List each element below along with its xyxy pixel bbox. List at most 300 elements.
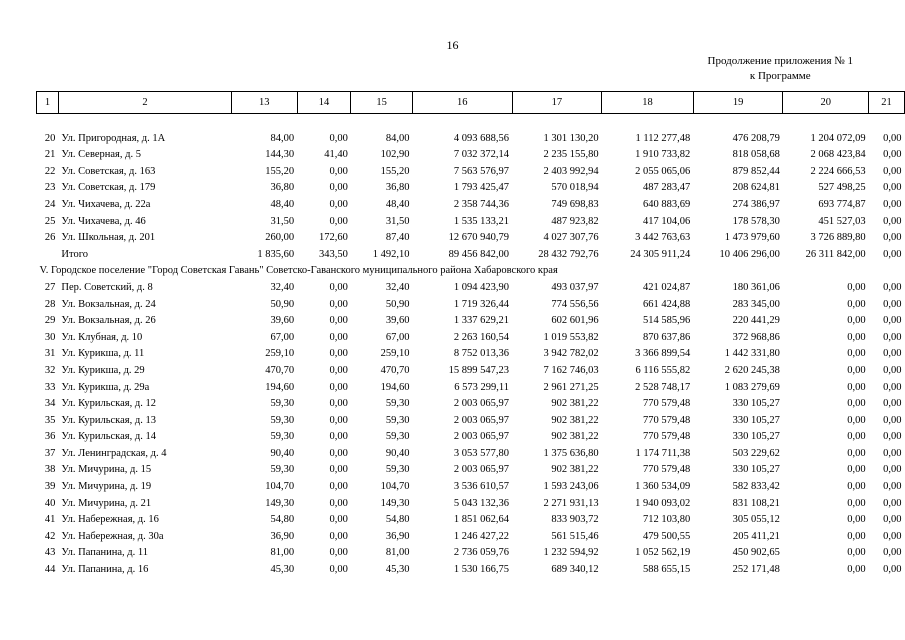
value-cell: 54,80 [270,514,295,526]
table-row [37,330,905,347]
col-header: 15 [351,92,413,114]
value-cell: 0,00 [883,481,902,493]
value-cell: 2 736 059,76 [453,547,509,559]
table-row [37,396,905,413]
value-cell: 1 910 733,82 [635,149,691,161]
value-cell: 0,00 [883,315,902,327]
value-cell: 0,00 [847,431,866,443]
table-row [37,180,905,197]
value-cell: 24 305 911,24 [630,248,691,260]
table-row [37,429,905,446]
value-cell: 54,80 [385,514,410,526]
value-cell: 39,60 [385,315,410,327]
col-header: 13 [231,92,297,114]
row-number: 25 [44,215,56,227]
value-cell: 90,40 [385,447,410,459]
value-cell: 0,00 [883,447,902,459]
value-cell: 0,00 [883,215,902,227]
table-row [37,380,905,397]
row-number: 20 [44,132,56,144]
value-cell: 0,00 [883,381,902,393]
table-row [37,512,905,529]
table-row [37,446,905,463]
value-cell: 144,30 [265,149,295,161]
value-cell: 45,30 [270,564,295,576]
value-cell: 0,00 [883,497,902,509]
value-cell: 0,00 [329,381,348,393]
value-cell: 2 003 065,97 [453,464,509,476]
value-cell: 104,70 [380,481,410,493]
value-cell: 527 498,25 [818,182,866,194]
value-cell: 0,00 [847,447,866,459]
value-cell: 48,40 [270,198,295,210]
value-cell: 503 229,62 [732,447,780,459]
row-number: 29 [44,315,56,327]
section-title: V. Городское поселение "Город Советская Гавань" Советско-Гаванского муниципального района Хабаровского края [39,265,558,277]
row-number: 24 [44,198,56,210]
row-number: 23 [44,182,56,194]
value-cell: 0,00 [329,364,348,376]
value-cell: 67,00 [270,331,295,343]
table-row [37,413,905,430]
value-cell: 45,30 [385,564,410,576]
value-cell: 0,00 [883,132,902,144]
value-cell: 81,00 [270,547,295,559]
value-cell: 0,00 [883,564,902,576]
col-header: 17 [512,92,602,114]
row-number: 30 [44,331,56,343]
value-cell: 1 232 594,92 [543,547,599,559]
value-cell: 178 578,30 [732,215,780,227]
address-cell: Ул. Курильская, д. 14 [61,431,156,443]
value-cell: 661 424,88 [643,298,691,310]
value-cell: 31,50 [270,215,295,227]
value-cell: 0,00 [329,398,348,410]
table-row [37,363,905,380]
value-cell: 259,10 [380,348,410,360]
row-number: 31 [44,348,56,360]
value-cell: 0,00 [329,481,348,493]
row-number: 27 [44,281,56,293]
value-cell: 2 068 423,84 [810,149,866,161]
value-cell: 1 530 166,75 [453,564,509,576]
value-cell: 1 375 636,80 [543,447,599,459]
total-row [37,247,905,264]
value-cell: 0,00 [329,514,348,526]
value-cell: 0,00 [329,530,348,542]
value-cell: 343,50 [318,248,348,260]
value-cell: 470,70 [265,364,295,376]
value-cell: 1 492,10 [372,248,410,260]
row-number: 22 [44,165,56,177]
value-cell: 0,00 [883,547,902,559]
row-number: 32 [44,364,56,376]
value-cell: 774 556,56 [551,298,599,310]
value-cell: 561 515,46 [551,530,599,542]
value-cell: 259,10 [265,348,295,360]
value-cell: 48,40 [385,198,410,210]
value-cell: 0,00 [847,315,866,327]
value-cell: 0,00 [883,281,902,293]
value-cell: 0,00 [329,431,348,443]
value-cell: 2 003 065,97 [453,398,509,410]
value-cell: 3 942 782,02 [543,348,599,360]
value-cell: 149,30 [380,497,410,509]
value-cell: 1 301 130,20 [543,132,599,144]
row-number: 28 [44,298,56,310]
value-cell: 770 579,48 [643,464,691,476]
value-cell: 155,20 [380,165,410,177]
table-row [37,280,905,297]
col-header: 2 [58,92,231,114]
section-row [37,263,905,280]
value-cell: 260,00 [265,232,295,244]
value-cell: 0,00 [329,215,348,227]
value-cell: 7 162 746,03 [543,364,599,376]
value-cell: 870 637,86 [643,331,691,343]
value-cell: 90,40 [270,447,295,459]
value-cell: 693 774,87 [818,198,866,210]
value-cell: 205 411,21 [733,530,780,542]
value-cell: 493 037,97 [551,281,599,293]
col-header: 20 [783,92,869,114]
continuation-note [708,54,853,84]
value-cell: 1 793 425,47 [453,182,509,194]
value-cell: 36,90 [385,530,410,542]
table-row [37,496,905,513]
value-cell: 0,00 [329,182,348,194]
value-cell: 274 386,97 [732,198,780,210]
address-cell: Ул. Советская, д. 179 [61,182,156,194]
row-number: 44 [44,564,56,576]
table-row [37,479,905,496]
address-cell: Ул. Курикша, д. 11 [61,348,145,360]
address-cell: Ул. Мичурина, д. 21 [61,497,152,509]
value-cell: 831 108,21 [732,497,780,509]
value-cell: 0,00 [847,298,866,310]
value-cell: 582 833,42 [732,481,780,493]
address-cell: Ул. Пригородная, д. 1А [61,132,166,144]
value-cell: 2 961 271,25 [543,381,599,393]
value-cell: 0,00 [847,381,866,393]
address-cell: Ул. Набережная, д. 30а [61,530,164,542]
value-cell: 194,60 [265,381,295,393]
value-cell: 59,30 [385,464,410,476]
value-cell: 0,00 [883,248,902,260]
value-cell: 283 345,00 [732,298,780,310]
value-cell: 514 585,96 [643,315,691,327]
value-cell: 712 103,80 [643,514,691,526]
address-cell: Пер. Советский, д. 8 [61,281,153,293]
page-number: 16 [446,38,459,52]
value-cell: 0,00 [883,198,902,210]
value-cell: 588 655,15 [643,564,691,576]
value-cell: 479 500,55 [643,530,691,542]
value-cell: 172,60 [318,232,348,244]
value-cell: 26 311 842,00 [805,248,866,260]
value-cell: 2 003 065,97 [453,431,509,443]
value-cell: 0,00 [883,514,902,526]
table-row [37,230,905,247]
value-cell: 0,00 [883,298,902,310]
value-cell: 0,00 [329,198,348,210]
value-cell: 1 083 279,69 [724,381,780,393]
value-cell: 0,00 [847,564,866,576]
value-cell: 3 726 889,80 [810,232,866,244]
value-cell: 0,00 [329,315,348,327]
value-cell: 50,90 [385,298,410,310]
col-header: 14 [297,92,351,114]
value-cell: 1 535 133,21 [453,215,509,227]
row-number: 42 [44,530,56,542]
value-cell: 2 055 065,06 [635,165,691,177]
value-cell: 689 340,12 [551,564,599,576]
value-cell: 1 719 326,44 [453,298,509,310]
value-cell: 2 224 666,53 [810,165,866,177]
table-row [37,346,905,363]
col-header: 21 [869,92,905,114]
value-cell: 149,30 [265,497,295,509]
address-cell: Ул. Чихачева, д. 46 [61,215,146,227]
value-cell: 451 527,03 [818,215,866,227]
table-row [37,197,905,214]
value-cell: 194,60 [380,381,410,393]
value-cell: 1 052 562,19 [635,547,691,559]
value-cell: 0,00 [883,431,902,443]
value-cell: 0,00 [329,281,348,293]
value-cell: 1 019 553,82 [543,331,599,343]
value-cell: 28 432 792,76 [538,248,599,260]
table-row [37,297,905,314]
address-cell: Ул. Курикша, д. 29 [61,364,145,376]
value-cell: 4 093 688,56 [453,132,509,144]
value-cell: 570 018,94 [551,182,599,194]
value-cell: 59,30 [270,431,295,443]
address-cell: Ул. Набережная, д. 16 [61,514,159,526]
continuation-line-2: к Программе [749,70,811,82]
value-cell: 833 903,72 [551,514,599,526]
value-cell: 32,40 [270,281,295,293]
value-cell: 0,00 [883,232,902,244]
address-cell: Ул. Вокзальная, д. 24 [61,298,156,310]
value-cell: 487 283,47 [643,182,691,194]
value-cell: 330 105,27 [732,398,780,410]
continuation-line-1: Продолжение приложения № 1 [707,55,853,67]
value-cell: 0,00 [329,547,348,559]
address-cell: Ул. Курильская, д. 13 [61,414,156,426]
value-cell: 87,40 [385,232,410,244]
value-cell: 10 406 296,00 [719,248,780,260]
value-cell: 470,70 [380,364,410,376]
value-cell: 59,30 [270,414,295,426]
value-cell: 208 624,81 [732,182,780,194]
value-cell: 36,90 [270,530,295,542]
col-header: 18 [602,92,694,114]
value-cell: 330 105,27 [732,414,780,426]
value-cell: 0,00 [329,564,348,576]
value-cell: 749 698,83 [551,198,599,210]
value-cell: 0,00 [883,182,902,194]
value-cell: 1 940 093,02 [635,497,691,509]
value-cell: 450 902,65 [732,547,780,559]
value-cell: 0,00 [329,348,348,360]
value-cell: 330 105,27 [732,464,780,476]
table-row [37,462,905,479]
value-cell: 0,00 [329,464,348,476]
value-cell: 1 442 331,80 [724,348,780,360]
value-cell: 2 271 931,13 [543,497,599,509]
value-cell: 36,80 [270,182,295,194]
value-cell: 0,00 [847,464,866,476]
address-cell: Итого [61,248,88,260]
value-cell: 3 442 763,63 [635,232,691,244]
address-cell: Ул. Папанина, д. 11 [61,547,149,559]
value-cell: 81,00 [385,547,410,559]
value-cell: 0,00 [847,414,866,426]
value-cell: 84,00 [385,132,410,144]
value-cell: 0,00 [329,447,348,459]
row-number: 21 [44,149,56,161]
value-cell: 59,30 [385,414,410,426]
value-cell: 6 116 555,82 [635,364,691,376]
row-number: 39 [44,481,56,493]
value-cell: 372 968,86 [732,331,780,343]
row-number: 36 [44,431,56,443]
address-cell: Ул. Мичурина, д. 19 [61,481,152,493]
value-cell: 2 235 155,80 [543,149,599,161]
value-cell: 0,00 [329,165,348,177]
value-cell: 2 003 065,97 [453,414,509,426]
table-row [37,545,905,562]
value-cell: 0,00 [847,281,866,293]
value-cell: 0,00 [883,414,902,426]
value-cell: 0,00 [883,149,902,161]
value-cell: 220 441,29 [732,315,780,327]
value-cell: 770 579,48 [643,398,691,410]
table-row [37,164,905,181]
value-cell: 0,00 [883,331,902,343]
row-number: 26 [44,232,56,244]
value-cell: 12 670 940,79 [448,232,509,244]
value-cell: 1 174 711,38 [635,447,691,459]
value-cell: 305 055,12 [732,514,780,526]
value-cell: 67,00 [385,331,410,343]
value-cell: 1 337 629,21 [453,315,509,327]
value-cell: 770 579,48 [643,414,691,426]
value-cell: 0,00 [329,331,348,343]
value-cell: 879 852,44 [732,165,780,177]
value-cell: 7 032 372,14 [453,149,509,161]
value-cell: 0,00 [847,331,866,343]
value-cell: 0,00 [329,497,348,509]
value-cell: 0,00 [883,348,902,360]
value-cell: 32,40 [385,281,410,293]
value-cell: 0,00 [847,530,866,542]
value-cell: 3 053 577,80 [453,447,509,459]
value-cell: 6 573 299,11 [454,381,509,393]
value-cell: 1 246 427,22 [453,530,509,542]
value-cell: 1 360 534,09 [635,481,691,493]
value-cell: 476 208,79 [732,132,780,144]
col-header: 19 [693,92,783,114]
value-cell: 59,30 [385,398,410,410]
address-cell: Ул. Вокзальная, д. 26 [61,315,156,327]
value-cell: 1 835,60 [257,248,295,260]
address-cell: Ул. Чихачева, д. 22а [61,198,151,210]
value-cell: 41,40 [324,149,348,161]
row-number: 41 [44,514,56,526]
value-cell: 0,00 [847,481,866,493]
col-header: 16 [413,92,512,114]
address-cell: Ул. Папанина, д. 16 [61,564,149,576]
value-cell: 59,30 [270,398,295,410]
value-cell: 0,00 [883,530,902,542]
value-cell: 0,00 [883,398,902,410]
value-cell: 0,00 [883,364,902,376]
value-cell: 602 601,96 [551,315,599,327]
value-cell: 0,00 [847,348,866,360]
address-cell: Ул. Советская, д. 163 [61,165,156,177]
value-cell: 89 456 842,00 [448,248,509,260]
value-cell: 0,00 [847,497,866,509]
data-table [36,91,905,579]
value-cell: 1 204 072,09 [810,132,866,144]
value-cell: 31,50 [385,215,410,227]
value-cell: 104,70 [265,481,295,493]
value-cell: 15 899 547,23 [448,364,509,376]
value-cell: 180 361,06 [732,281,780,293]
address-cell: Ул. Ленинградская, д. 4 [61,447,167,459]
row-number: 43 [44,547,56,559]
value-cell: 252 171,48 [732,564,780,576]
value-cell: 5 043 132,36 [453,497,509,509]
value-cell: 421 024,87 [643,281,691,293]
value-cell: 0,00 [883,464,902,476]
table-row [37,313,905,330]
table-row [37,562,905,579]
value-cell: 59,30 [385,431,410,443]
address-cell: Ул. Северная, д. 5 [61,149,141,161]
row-number [37,247,59,264]
value-cell: 1 473 979,60 [724,232,780,244]
value-cell: 2 403 992,94 [543,165,599,177]
value-cell: 0,00 [329,414,348,426]
value-cell: 3 366 899,54 [635,348,691,360]
address-cell: Ул. Школьная, д. 201 [61,232,156,244]
header-row [37,92,905,114]
address-cell: Ул. Курикша, д. 29а [61,381,150,393]
value-cell: 36,80 [385,182,410,194]
address-cell: Ул. Клубная, д. 10 [61,331,143,343]
value-cell: 0,00 [883,165,902,177]
value-cell: 1 112 277,48 [635,132,691,144]
value-cell: 0,00 [847,398,866,410]
value-cell: 0,00 [847,364,866,376]
value-cell: 902 381,22 [551,464,599,476]
value-cell: 155,20 [265,165,295,177]
value-cell: 0,00 [329,132,348,144]
value-cell: 770 579,48 [643,431,691,443]
value-cell: 1 094 423,90 [453,281,509,293]
value-cell: 818 058,68 [732,149,780,161]
value-cell: 902 381,22 [551,398,599,410]
table-row [37,214,905,231]
value-cell: 2 528 748,17 [635,381,691,393]
value-cell: 640 883,69 [643,198,691,210]
value-cell: 4 027 307,76 [543,232,599,244]
value-cell: 3 536 610,57 [453,481,509,493]
address-cell: Ул. Курильская, д. 12 [61,398,156,410]
